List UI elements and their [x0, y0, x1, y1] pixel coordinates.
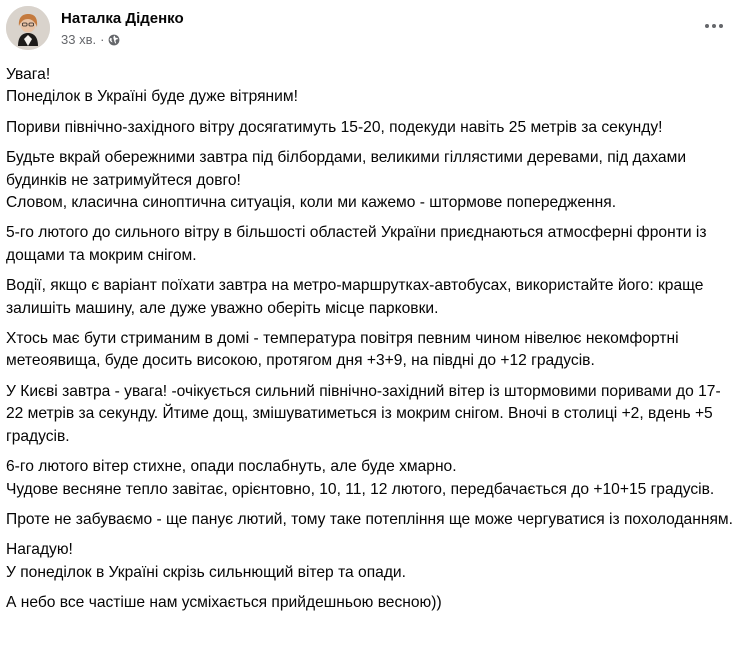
author-avatar[interactable]	[6, 6, 50, 50]
post-paragraph: Проте не забуваємо - ще панує лютий, тому таке потепління ще може чергуватися із похолоданням.	[6, 510, 733, 528]
post-paragraph: 5-го лютого до сильного вітру в більшості областей України приєднаються атмосферні фронти із дощами та мокрим снігом.	[6, 224, 707, 264]
post-timestamp[interactable]: 33 хв.	[61, 32, 97, 47]
post-paragraph: Хтось має бути стриманим в домі - температура повітря певним чином нівелює некомфортні метеоявища, буде досить високою, протягом дня +3+9, на півдні до +12 градусів.	[6, 330, 679, 370]
more-options-button[interactable]	[696, 8, 732, 44]
post-meta	[61, 32, 120, 47]
avatar-image	[6, 6, 50, 50]
post-body	[6, 64, 734, 623]
more-options-icon	[705, 24, 723, 28]
author-name[interactable]: Наталка Діденко	[61, 10, 184, 27]
post-paragraph: Будьте вкрай обережними завтра під білбордами, великими гіллястими деревами, під дахами будинків не затримуйтеся довго! Словом, класична синоптична ситуація, коли ми кажемо - штормове попередження.	[6, 149, 687, 212]
post-paragraph: У Києві завтра - увага! -очікується сильний північно-західний вітер із штормовими поривами до 17-22 метрів за секунду. Йтиме дощ, змішуватиметься із мокрим снігом. Вночі в столиці +2, вдень +5 градусів.	[6, 382, 721, 445]
globe-icon[interactable]	[108, 34, 120, 46]
post-paragraph: Увага! Понеділок в Україні буде дуже вітряним!	[6, 66, 298, 106]
post-header	[6, 6, 732, 54]
post-paragraph: А небо все частіше нам усміхається прийдешньою весною))	[6, 594, 442, 612]
post-paragraph: Водії, якщо є варіант поїхати завтра на метро-маршрутках-автобусах, використайте його: краще залишіть машину, але дуже уважно оберіть місце парковки.	[6, 277, 704, 317]
post-paragraph: Пориви північно-західного вітру досягатимуть 15-20, подекуди навіть 25 метрів за секунду!	[6, 118, 663, 136]
meta-separator: ·	[100, 32, 105, 47]
post-paragraph: Нагадую! У понеділок в Україні скрізь сильнющий вітер та опади.	[6, 541, 406, 581]
post-paragraph: 6-го лютого вітер стихне, опади послабнуть, але буде хмарно. Чудове весняне тепло завітає, орієнтовно, 10, 11, 12 лютого, передбачається до +10+15 градусів.	[6, 458, 715, 498]
